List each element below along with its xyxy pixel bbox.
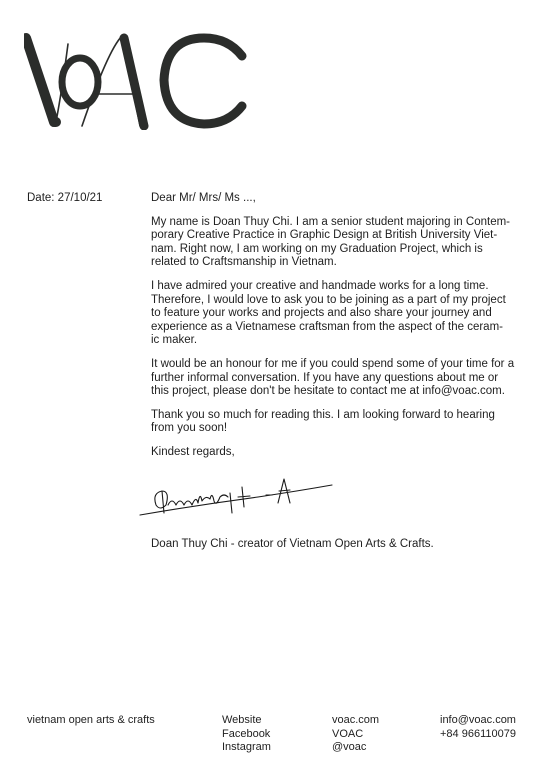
salutation: Dear Mr/ Mrs/ Ms ..., [151,192,256,204]
paragraph-thanks: Thank you so much for reading this. I am looking forward to hearing from you soon! [151,408,495,435]
paragraph-conversation: It would be an honour for me if you could spend some of your time for a further informal conversation. If you have any questions about me or this project, please don't be hesitate to contact me at info@voac.com. [151,357,515,398]
footer-social-column [222,714,271,755]
footer-website-link[interactable]: voac.com [332,714,380,726]
closing: Kindest regards, [151,445,235,458]
footer-phone[interactable]: +84 966110079 [440,727,516,740]
footer-contact-column [440,714,516,741]
handwritten-signature [138,475,338,523]
footer-org-name: vietnam open arts & crafts [27,714,155,726]
footer-instagram-handle[interactable]: @voac [332,741,367,754]
letter-body [151,192,531,460]
paragraph-intro: My name is Doan Thuy Chi. I am a senior student majoring in Contem- porary Creative Practice in Graphic Design at British University Viet- nam. Right now, I am working on my Graduation Project, which is related to Craftsmanship in Vietnam. [151,215,510,269]
footer-instagram-label: Instagram [222,741,271,754]
signoff: Doan Thuy Chi - creator of Vietnam Open Arts & Crafts. [151,538,434,550]
footer-facebook-handle[interactable]: VOAC [332,727,364,740]
footer-facebook-label: Facebook [222,727,271,740]
footer-email[interactable]: info@voac.com [440,714,516,726]
voac-logo [24,30,248,130]
footer-org-column [27,714,155,728]
paragraph-request: I have admired your creative and handmade works for a long time. Therefore, I would love to ask you to be joining as a part of my project to feature your works and projects and also share your journey and experience as a Vietnamese craftsman from the aspect of the ceram- ic maker. [151,279,506,347]
footer-website-label: Website [222,714,262,726]
letter-date: Date: 27/10/21 [27,192,103,204]
footer-handles-column [332,714,379,755]
